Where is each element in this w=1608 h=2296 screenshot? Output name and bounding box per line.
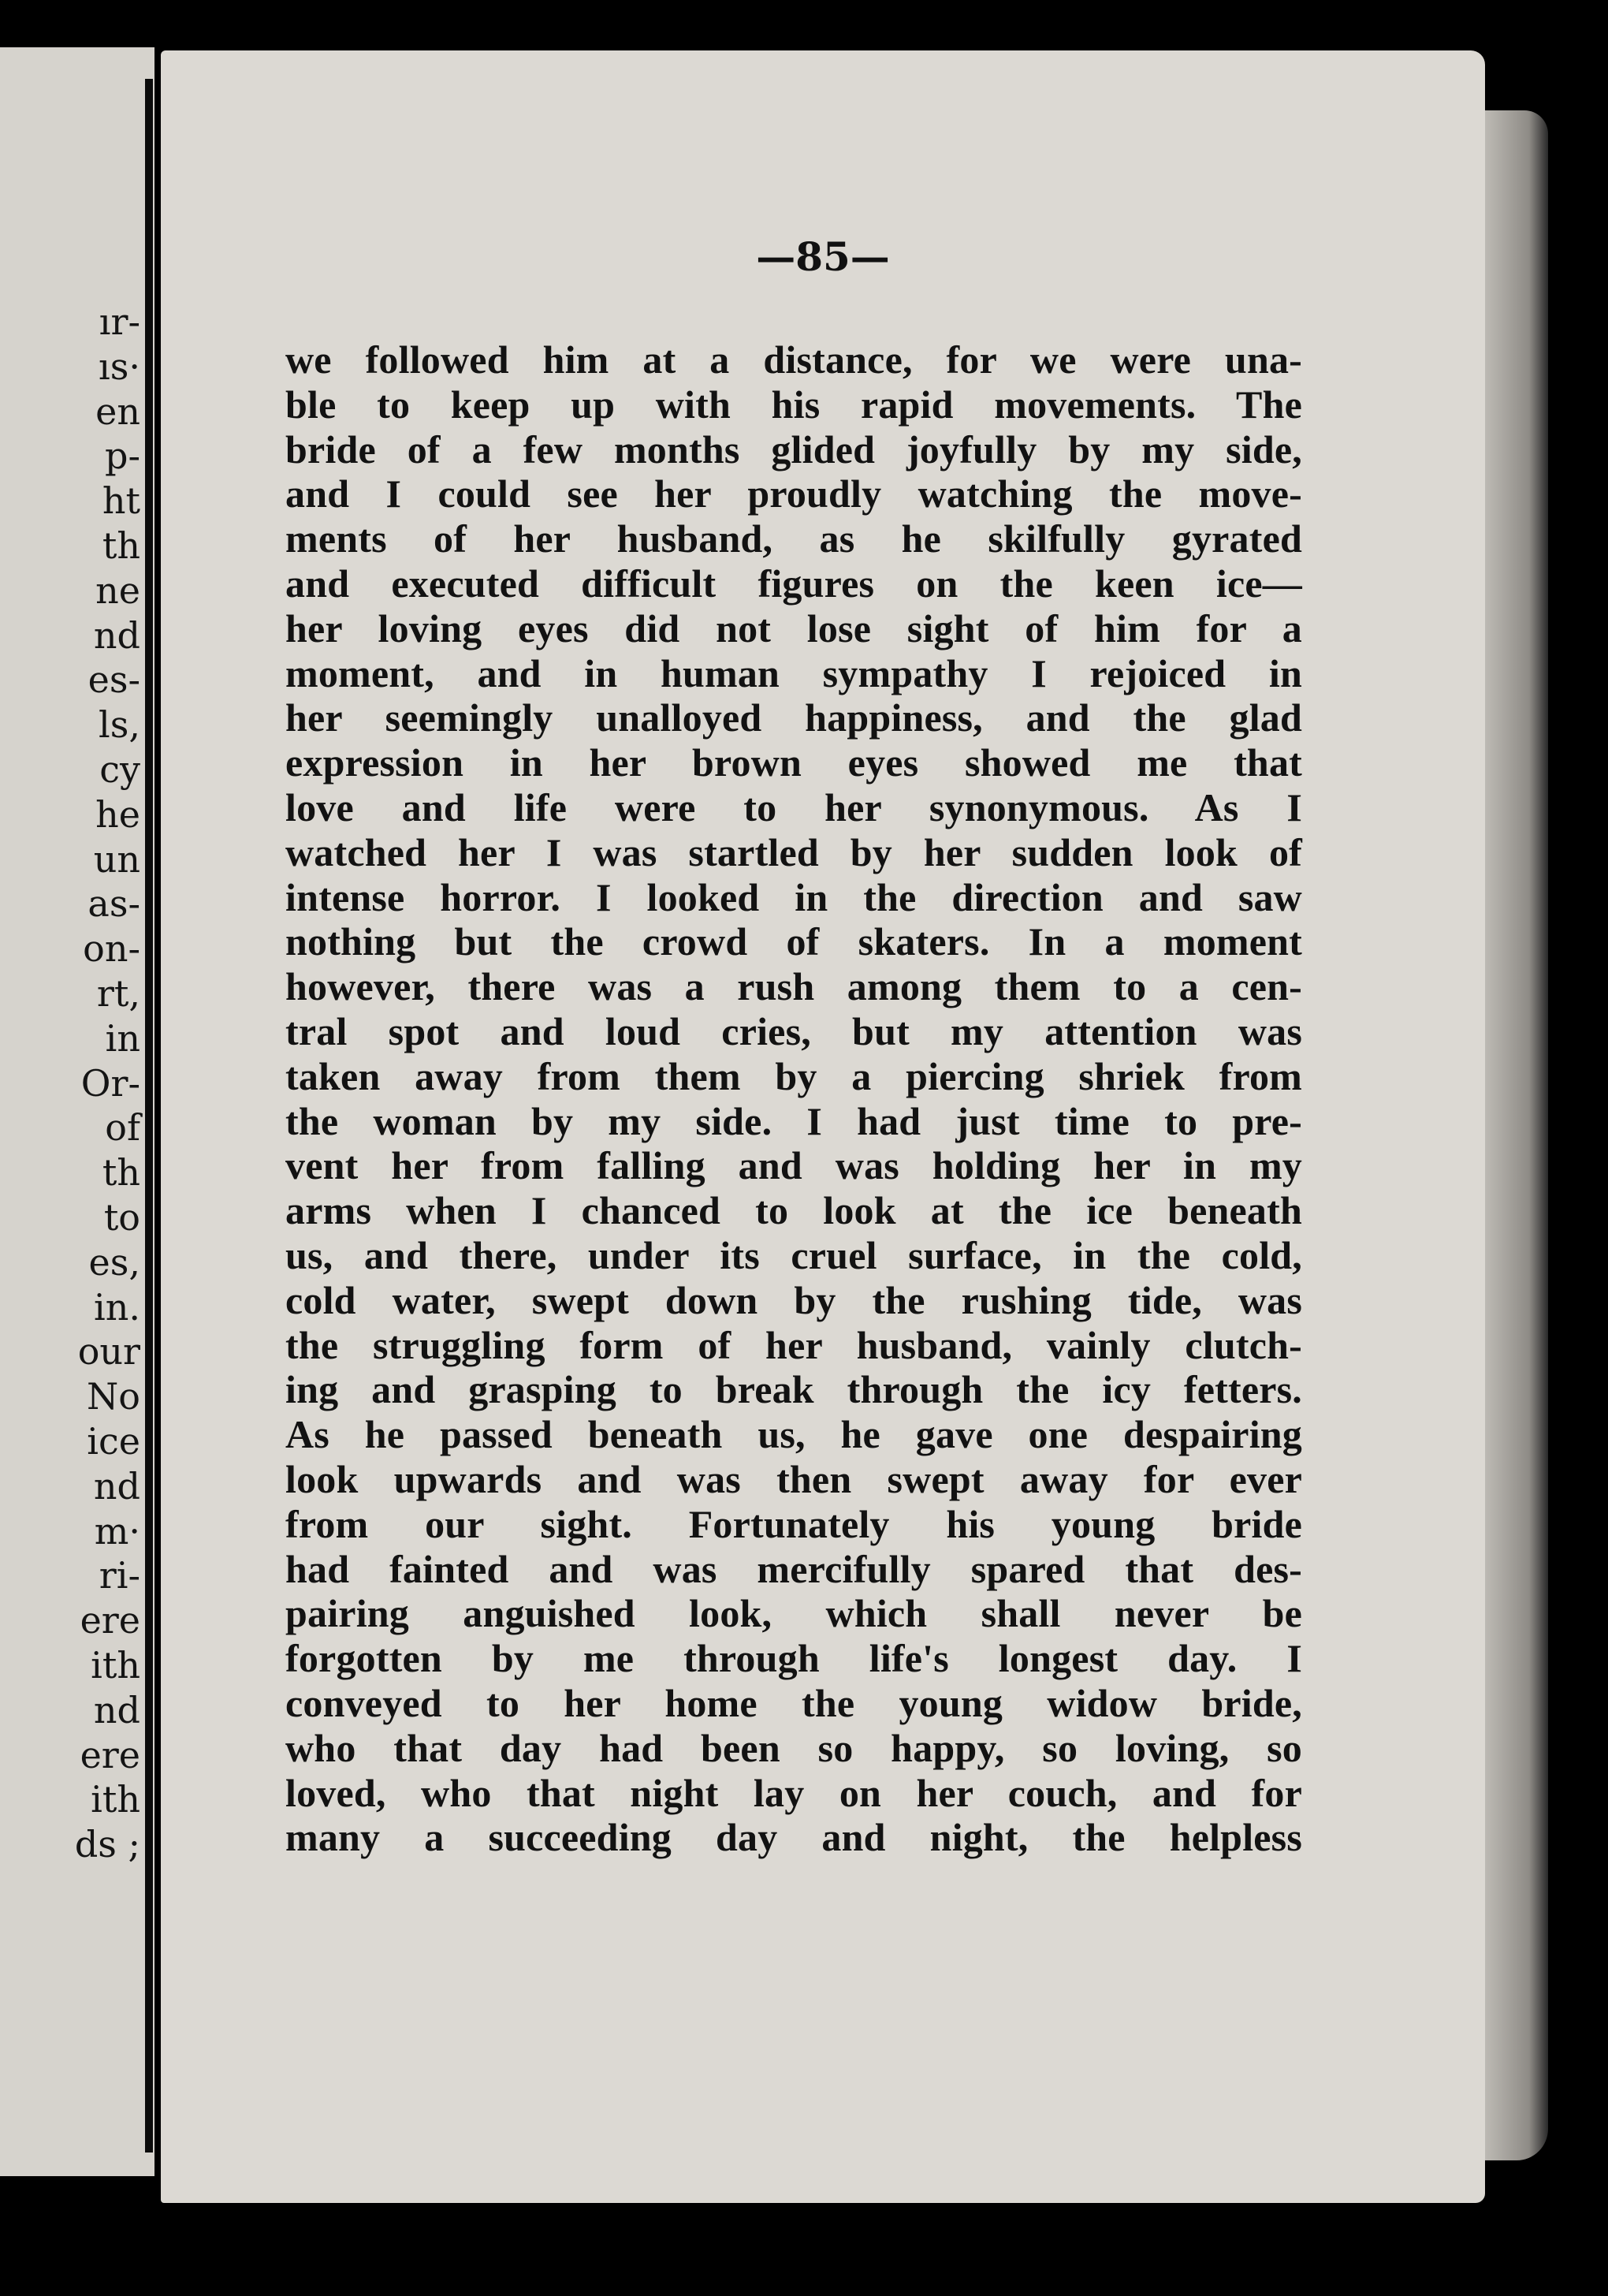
previous-page-fragment: th bbox=[102, 1151, 140, 1195]
text-line: watched her I was startled by her sudden look of bbox=[285, 829, 1302, 874]
text-line: arms when I chanced to look at the ice beneath bbox=[285, 1188, 1302, 1233]
previous-page-fragment: ere bbox=[80, 1599, 140, 1642]
previous-page-fragment: ice bbox=[87, 1419, 140, 1463]
text-line: and executed difficult figures on the keen ice— bbox=[285, 561, 1302, 606]
previous-page-fragment: ere bbox=[80, 1733, 140, 1776]
page-body-text bbox=[285, 337, 1302, 1860]
text-line: had fainted and was mercifully spared that des- bbox=[285, 1546, 1302, 1591]
text-line: intense horror. I looked in the direction and saw bbox=[285, 874, 1302, 919]
previous-page-fragment: ne bbox=[95, 568, 140, 612]
text-line: her seemingly unalloyed happiness, and the glad bbox=[285, 695, 1302, 740]
text-line: As he passed beneath us, he gave one despairing bbox=[285, 1412, 1302, 1457]
text-line: however, there was a rush among them to a cen- bbox=[285, 964, 1302, 1009]
previous-page-fragment: ri- bbox=[99, 1554, 140, 1597]
text-line: love and life were to her synonymous. As I bbox=[285, 785, 1302, 829]
page-edge bbox=[1485, 110, 1548, 2160]
text-line: the woman by my side. I had just time to pre- bbox=[285, 1098, 1302, 1143]
text-line: expression in her brown eyes showed me that bbox=[285, 740, 1302, 785]
previous-page-fragment: ht bbox=[102, 479, 140, 523]
previous-page-fragment: he bbox=[95, 792, 140, 836]
text-line: moment, and in human sympathy I rejoiced in bbox=[285, 650, 1302, 695]
text-line: pairing anguished look, which shall never be bbox=[285, 1591, 1302, 1636]
text-line: loved, who that night lay on her couch, and for bbox=[285, 1770, 1302, 1815]
previous-page-fragment: in. bbox=[94, 1285, 140, 1329]
text-line: many a succeeding day and night, the helpless bbox=[285, 1815, 1302, 1860]
previous-page-fragment: our bbox=[77, 1330, 140, 1374]
book-page bbox=[161, 50, 1485, 2203]
previous-page-fragment: p- bbox=[105, 434, 140, 478]
previous-page-fragment: of bbox=[105, 1106, 140, 1150]
previous-page-fragment: as- bbox=[87, 882, 140, 926]
previous-page-fragment: ith bbox=[91, 1778, 140, 1821]
previous-page-fragment: cy bbox=[99, 747, 140, 791]
previous-page-fragment: Or- bbox=[80, 1061, 140, 1105]
text-line: ing and grasping to break through the icy fetters. bbox=[285, 1367, 1302, 1412]
text-line: nothing but the crowd of skaters. In a moment bbox=[285, 919, 1302, 964]
text-line: ments of her husband, as he skilfully gyrated bbox=[285, 516, 1302, 561]
previous-page-fragment: nd bbox=[93, 1464, 140, 1508]
previous-page-fragment: th bbox=[102, 524, 140, 567]
text-line: tral spot and loud cries, but my attention was bbox=[285, 1008, 1302, 1053]
previous-page-fragment: No bbox=[87, 1375, 140, 1418]
text-line: vent her from falling and was holding her in my bbox=[285, 1143, 1302, 1188]
text-line: the struggling form of her husband, vainly clutch- bbox=[285, 1322, 1302, 1367]
gutter-rule bbox=[145, 79, 153, 2152]
text-line: forgotten by me through life's longest day. I bbox=[285, 1636, 1302, 1681]
page-number: —85— bbox=[756, 233, 890, 280]
previous-page-line-endings bbox=[0, 300, 140, 1867]
previous-page-fragment: en bbox=[95, 390, 140, 433]
text-line: and I could see her proudly watching the move- bbox=[285, 472, 1302, 516]
previous-page-fragment: un bbox=[93, 837, 140, 881]
text-line: look upwards and was then swept away for ever bbox=[285, 1456, 1302, 1501]
text-line: her loving eyes did not lose sight of him for a bbox=[285, 606, 1302, 650]
previous-page-fragment: ds ; bbox=[74, 1823, 140, 1866]
text-line: cold water, swept down by the rushing tide, was bbox=[285, 1277, 1302, 1322]
previous-page-fragment: nd bbox=[93, 613, 140, 657]
previous-page-fragment: m· bbox=[94, 1509, 140, 1552]
text-line: taken away from them by a piercing shriek from bbox=[285, 1053, 1302, 1098]
text-line: bride of a few months glided joyfully by my side, bbox=[285, 427, 1302, 472]
previous-page-fragment: ith bbox=[91, 1643, 140, 1687]
text-line: ble to keep up with his rapid movements. The bbox=[285, 382, 1302, 427]
previous-page-fragment: ıs· bbox=[99, 345, 140, 388]
previous-page-fragment: in bbox=[105, 1016, 140, 1060]
previous-page-fragment: to bbox=[103, 1195, 140, 1239]
previous-page-fragment: es- bbox=[87, 658, 140, 702]
previous-page-fragment: ls, bbox=[99, 703, 140, 747]
text-line: we followed him at a distance, for we were una- bbox=[285, 337, 1302, 382]
text-line: us, and there, under its cruel surface, in the cold, bbox=[285, 1232, 1302, 1277]
text-line: who that day had been so happy, so loving, so bbox=[285, 1725, 1302, 1770]
previous-page-fragment: es, bbox=[88, 1240, 140, 1284]
previous-page-fragment: ır- bbox=[99, 300, 140, 343]
previous-page-fragment: nd bbox=[93, 1688, 140, 1731]
text-line: from our sight. Fortunately his young bride bbox=[285, 1501, 1302, 1546]
previous-page-fragment: rt, bbox=[96, 971, 140, 1015]
previous-page-fragment: on- bbox=[83, 927, 140, 971]
previous-page-strip bbox=[0, 47, 154, 2176]
text-line: conveyed to her home the young widow bride, bbox=[285, 1680, 1302, 1725]
